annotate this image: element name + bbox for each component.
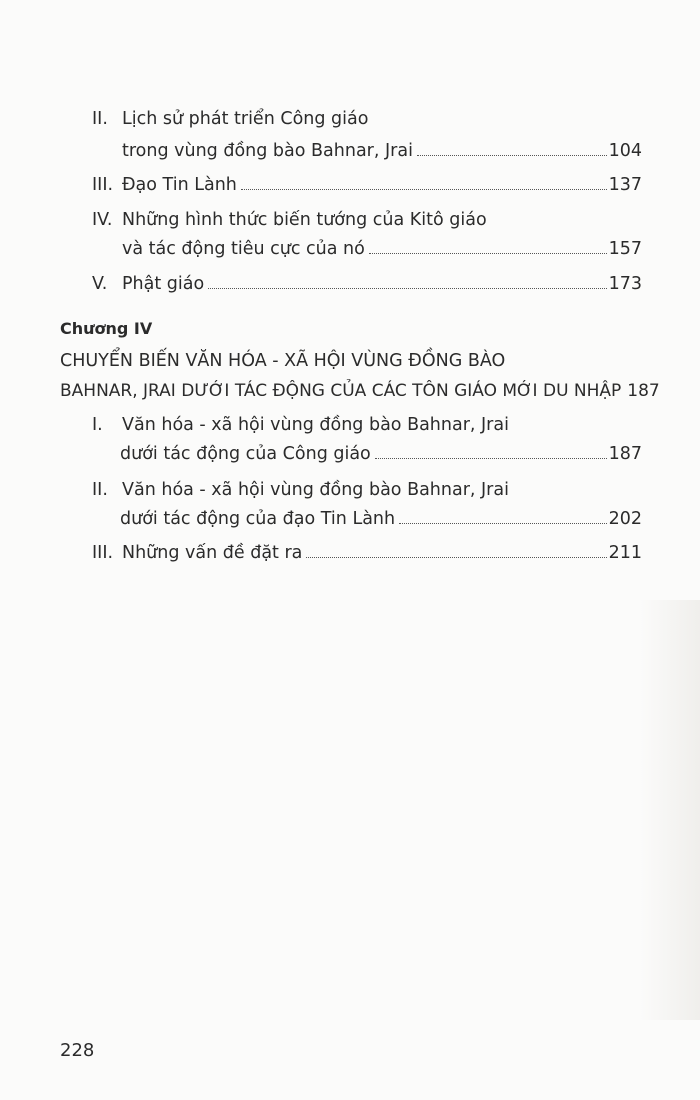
toc-page-number: 173 xyxy=(608,274,642,294)
toc-entry-title: dưới tác động của đạo Tin Lành xyxy=(120,509,396,529)
chapter-title: CHUYỂN BIẾN VĂN HÓA - XÃ HỘI VÙNG ĐỒNG BÀO xyxy=(60,351,506,371)
toc-entry-line xyxy=(92,273,642,295)
toc-entry-title: Những vấn đề đặt ra xyxy=(122,543,303,563)
toc-page-number: 211 xyxy=(608,543,642,563)
toc-page-number: 104 xyxy=(608,141,642,161)
toc-entry-line xyxy=(120,443,642,465)
toc-entry-title: Những hình thức biến tướng của Kitô giáo xyxy=(122,210,487,230)
toc-entry-line xyxy=(122,238,642,260)
dot-leader xyxy=(208,288,606,289)
page-number: 228 xyxy=(60,1040,95,1061)
toc-page-number: 187 xyxy=(627,381,660,401)
dot-leader xyxy=(306,557,606,558)
toc-entry-number: II. xyxy=(92,480,108,500)
toc-entry-line xyxy=(120,508,642,530)
toc-entry-title: và tác động tiêu cực của nó xyxy=(122,239,365,259)
toc-entry-number: IV. xyxy=(92,210,113,230)
toc-entry-number: III. xyxy=(92,175,114,195)
toc-entry-title: Lịch sử phát triển Công giáo xyxy=(122,109,369,129)
toc-entry-line xyxy=(92,209,487,231)
toc-entry-number: III. xyxy=(92,543,114,563)
toc-entry-title: Phật giáo xyxy=(122,274,205,294)
toc-entry-line xyxy=(92,108,368,130)
toc-entry-line xyxy=(92,414,509,436)
toc-entry-line xyxy=(92,479,509,501)
toc-entry-line xyxy=(60,380,660,402)
toc-entry-line xyxy=(92,174,642,196)
toc-entry-title: Văn hóa - xã hội vùng đồng bào Bahnar, Jrai xyxy=(122,480,509,500)
toc-page-number: 137 xyxy=(608,175,642,195)
toc-entry-title: Văn hóa - xã hội vùng đồng bào Bahnar, Jrai xyxy=(122,415,509,435)
dot-leader xyxy=(369,253,607,254)
toc-entry-number: V. xyxy=(92,274,108,294)
toc-entry-line xyxy=(122,140,642,162)
toc-entry-number: I. xyxy=(92,415,103,435)
toc-entry-number: II. xyxy=(92,109,108,129)
toc-entry-title: dưới tác động của Công giáo xyxy=(120,444,371,464)
dot-leader xyxy=(417,155,607,156)
toc-entry-title: trong vùng đồng bào Bahnar, Jrai xyxy=(122,141,413,161)
toc-page-number: 157 xyxy=(608,239,642,259)
dot-leader xyxy=(399,523,606,524)
page-shadow xyxy=(640,600,700,1020)
toc-page-number: 202 xyxy=(608,509,642,529)
dot-leader xyxy=(375,458,607,459)
chapter-label: Chương IV xyxy=(60,319,153,338)
chapter-title: BAHNAR, JRAI DƯỚI TÁC ĐỘNG CỦA CÁC TÔN GIÁO MỚI DU NHẬP xyxy=(60,381,622,401)
dot-leader xyxy=(241,189,607,190)
toc-entry-title: Đạo Tin Lành xyxy=(122,175,237,195)
toc-page-number: 187 xyxy=(608,444,642,464)
toc-entry-line xyxy=(92,542,642,564)
